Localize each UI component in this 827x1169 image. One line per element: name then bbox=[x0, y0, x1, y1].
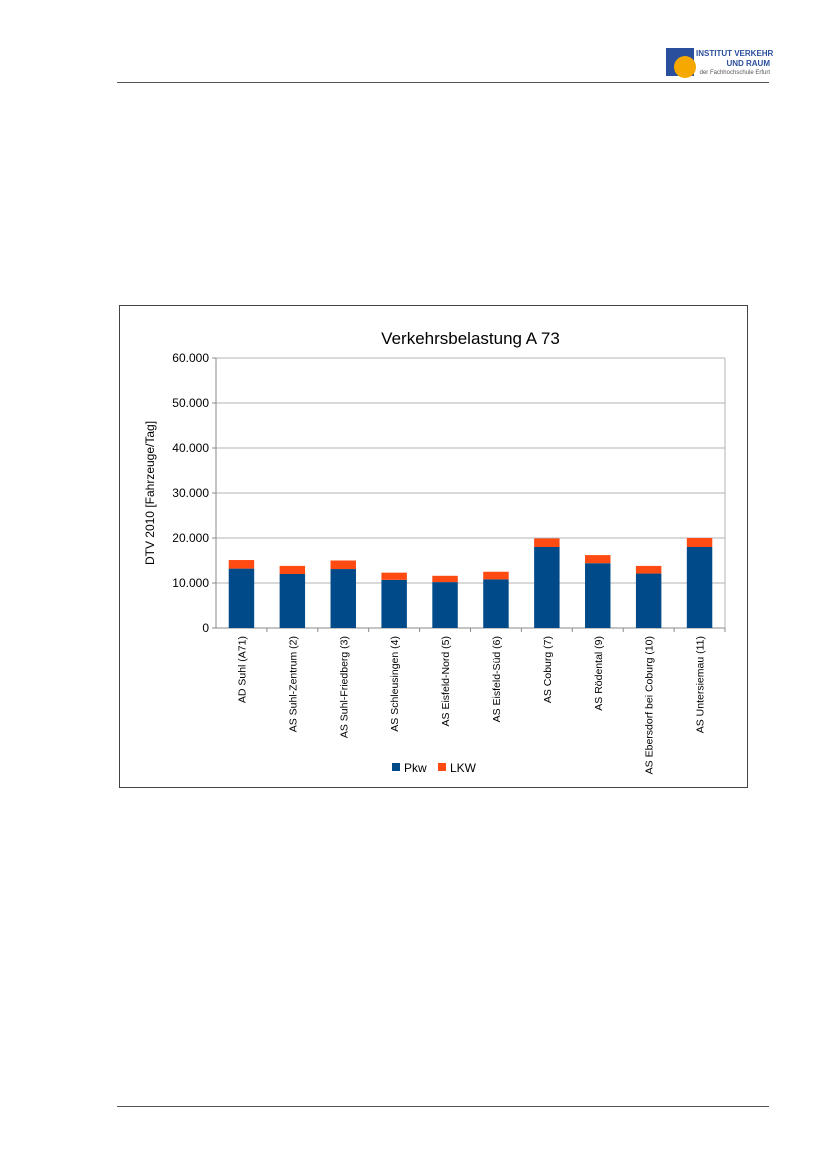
footer-rule bbox=[117, 1106, 769, 1107]
bar-lkw bbox=[483, 572, 508, 580]
x-tick-label: AS Rödental (9) bbox=[592, 636, 605, 711]
legend-label: LKW bbox=[450, 761, 477, 775]
logo-text-line2: UND RAUM bbox=[726, 59, 770, 68]
bar-pkw bbox=[687, 547, 712, 628]
x-tick-label: AS Schleusingen (4) bbox=[389, 636, 402, 732]
bar-pkw bbox=[381, 580, 406, 628]
bar-pkw bbox=[585, 563, 610, 628]
x-tick-label: AS Suhl-Friedberg (3) bbox=[338, 636, 351, 739]
x-tick-label: AD Suhl (A71) bbox=[236, 636, 249, 704]
x-tick-label: AS Eisfeld-Nord (5) bbox=[440, 636, 453, 727]
chart-title: Verkehrsbelastung A 73 bbox=[381, 329, 560, 348]
institute-logo bbox=[666, 48, 774, 80]
bar-lkw bbox=[229, 560, 254, 569]
y-tick-label: 50.000 bbox=[172, 396, 209, 410]
chart-frame bbox=[119, 305, 748, 788]
header-rule bbox=[117, 82, 769, 83]
bar-pkw bbox=[280, 574, 305, 628]
bar-pkw bbox=[483, 579, 508, 628]
traffic-chart bbox=[120, 306, 747, 787]
bar-pkw bbox=[331, 569, 356, 628]
bar-pkw bbox=[534, 547, 559, 628]
y-tick-label: 30.000 bbox=[172, 486, 209, 500]
bar-pkw bbox=[636, 574, 661, 628]
bar-lkw bbox=[280, 566, 305, 574]
y-tick-label: 60.000 bbox=[172, 351, 209, 365]
bar-lkw bbox=[585, 555, 610, 563]
x-tick-label: AS Suhl-Zentrum (2) bbox=[287, 636, 300, 733]
legend-swatch bbox=[438, 763, 446, 771]
y-tick-label: 40.000 bbox=[172, 441, 209, 455]
bar-pkw bbox=[432, 582, 457, 628]
y-tick-label: 0 bbox=[202, 621, 209, 635]
logo-sun-icon bbox=[674, 56, 696, 78]
x-tick-label: AS Ebersdorf bei Coburg (10) bbox=[643, 636, 656, 775]
bar-lkw bbox=[687, 538, 712, 547]
logo-text-line1: INSTITUT VERKEHR bbox=[696, 49, 774, 58]
legend-swatch bbox=[392, 763, 400, 771]
bar-lkw bbox=[636, 566, 661, 574]
bar-pkw bbox=[229, 569, 254, 628]
bar-lkw bbox=[432, 576, 457, 582]
x-tick-label: AS Eisfeld-Süd (6) bbox=[490, 636, 503, 723]
bar-lkw bbox=[381, 573, 406, 580]
y-tick-label: 10.000 bbox=[172, 576, 209, 590]
x-tick-label: AS Untersiemau (11) bbox=[694, 636, 707, 734]
y-axis-label: DTV 2010 [Fahrzeuge/Tag] bbox=[143, 420, 157, 566]
bar-lkw bbox=[534, 538, 559, 547]
legend-label: Pkw bbox=[404, 761, 427, 775]
logo-text-line3: der Fachhochschule Erfurt bbox=[699, 70, 770, 76]
bar-lkw bbox=[331, 561, 356, 570]
y-tick-label: 20.000 bbox=[172, 531, 209, 545]
x-tick-label: AS Coburg (7) bbox=[541, 636, 554, 704]
